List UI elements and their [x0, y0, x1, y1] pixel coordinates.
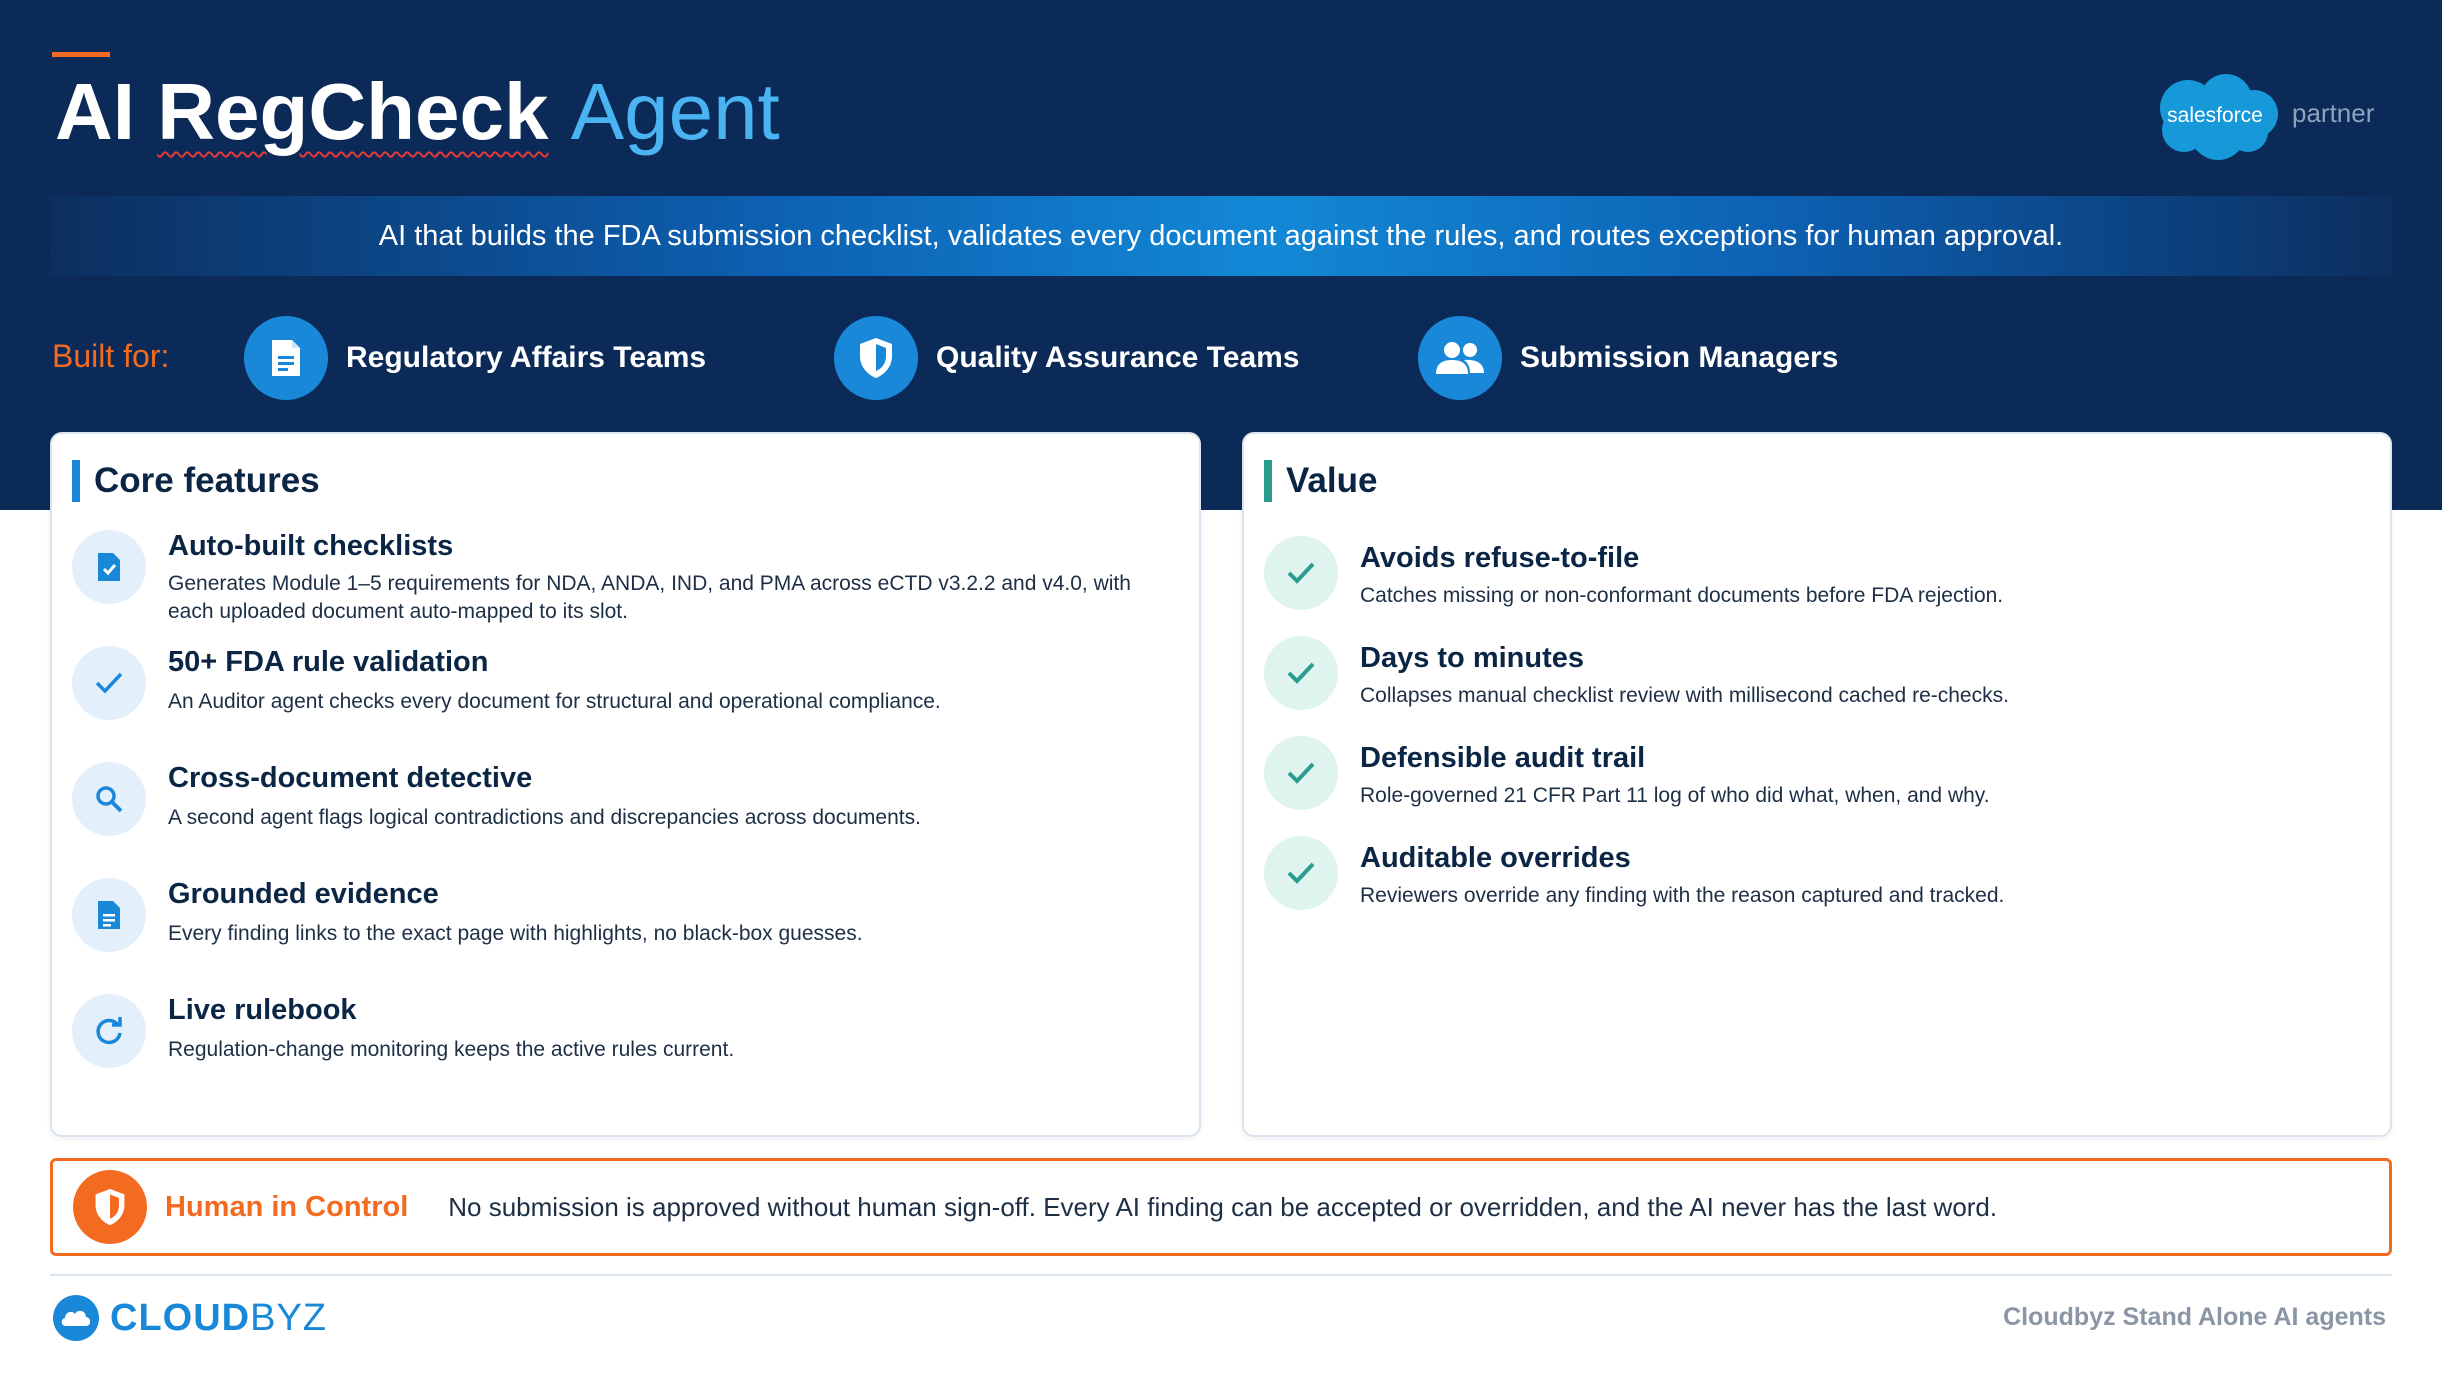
value-title: [1264, 460, 1377, 502]
value-item-title: Avoids refuse-to-file: [1360, 542, 1640, 574]
feature-description: A second agent flags logical contradictions and discrepancies across documents.: [168, 806, 921, 829]
feature-description: Generates Module 1–5 requirements for NDA, ANDA, IND, and PMA across eCTD v3.2.2 and v4.0, with each uploaded document auto-mapped to its slot.: [168, 572, 1131, 623]
feature-item: [72, 646, 1172, 726]
feature-title: 50+ FDA rule validation: [168, 646, 489, 678]
title-accent-line: [52, 52, 110, 57]
value-item-description: Role-governed 21 CFR Part 11 log of who did what, when, and why.: [1360, 784, 1990, 807]
value-item-title: Days to minutes: [1360, 642, 1584, 674]
feature-title: Auto-built checklists: [168, 530, 454, 562]
subtitle-text: AI that builds the FDA submission checklist, validates every document against the rules, and routes exceptions for human approval.: [378, 219, 2064, 252]
check-icon: [1264, 536, 1338, 610]
shield-icon: [834, 316, 918, 400]
check-icon: [72, 646, 146, 720]
core-features-card: [50, 432, 1201, 1137]
value-item-title: Auditable overrides: [1360, 842, 1631, 874]
cloudbyz-logo: [52, 1294, 327, 1342]
value-item-title: Defensible audit trail: [1360, 742, 1646, 774]
people-icon: [1418, 316, 1502, 400]
feature-description: Regulation-change monitoring keeps the active rules current.: [168, 1038, 735, 1061]
title-agent: Agent: [570, 67, 780, 156]
human-in-control-callout: [50, 1158, 2392, 1256]
human-in-control-text: No submission is approved without human sign-off. Every AI finding can be accepted or overridden, and the AI never has the last word.: [448, 1191, 1998, 1222]
feature-title: Cross-document detective: [168, 762, 533, 794]
search-icon: [72, 762, 146, 836]
feature-item: [72, 994, 1172, 1074]
page-title: [55, 66, 780, 158]
value-item-description: Catches missing or non-conformant documents before FDA rejection.: [1360, 584, 2004, 607]
subtitle-banner: [50, 196, 2392, 276]
value-card: [1242, 432, 2392, 1137]
check-icon: [1264, 736, 1338, 810]
brand-bold: CLOUD: [110, 1296, 251, 1339]
value-item: [1264, 736, 2364, 816]
value-item: [1264, 536, 2364, 616]
feature-item: [72, 762, 1172, 842]
feature-item: [72, 530, 1172, 630]
document-icon: [72, 878, 146, 952]
core-features-title: [72, 460, 320, 502]
value-item: [1264, 836, 2364, 916]
document-icon: [244, 316, 328, 400]
title-regcheck: RegCheck: [157, 67, 549, 156]
check-icon: [1264, 636, 1338, 710]
value-item-description: Reviewers override any finding with the reason captured and tracked.: [1360, 884, 2005, 907]
feature-item: [72, 878, 1172, 958]
cloudbyz-wordmark: [110, 1297, 327, 1340]
audience-label: Quality Assurance Teams: [936, 341, 1300, 374]
check-icon: [1264, 836, 1338, 910]
feature-title: Live rulebook: [168, 994, 357, 1026]
shield-icon: [73, 1170, 147, 1244]
salesforce-logo: [2148, 70, 2282, 166]
feature-description: Every finding links to the exact page with highlights, no black-box guesses.: [168, 922, 863, 945]
refresh-icon: [72, 994, 146, 1068]
partner-label: partner: [2292, 98, 2375, 128]
feature-title: Grounded evidence: [168, 878, 439, 910]
value-item: [1264, 636, 2364, 716]
section-bar: [72, 460, 80, 502]
audience-quality-assurance: [834, 316, 1300, 400]
footer-divider: [50, 1274, 2392, 1276]
cloud-icon: [52, 1294, 100, 1342]
footer-tagline: Cloudbyz Stand Alone AI agents: [2003, 1303, 2386, 1331]
value-title-text: Value: [1286, 461, 1378, 500]
human-in-control-title: Human in Control: [165, 1190, 409, 1223]
title-ai: AI: [55, 67, 135, 156]
audience-regulatory-affairs: [244, 316, 706, 400]
audience-label: Regulatory Affairs Teams: [346, 341, 707, 374]
brand-light: BYZ: [250, 1296, 328, 1339]
built-for-label: Built for:: [52, 338, 170, 374]
salesforce-logo-text: salesforce: [2167, 104, 2263, 127]
audience-submission-managers: [1418, 316, 1838, 400]
core-features-title-text: Core features: [94, 461, 320, 500]
checklist-doc-icon: [72, 530, 146, 604]
section-bar: [1264, 460, 1272, 502]
feature-description: An Auditor agent checks every document for structural and operational compliance.: [168, 690, 941, 713]
value-item-description: Collapses manual checklist review with millisecond cached re-checks.: [1360, 684, 2009, 707]
audience-label: Submission Managers: [1520, 341, 1839, 374]
